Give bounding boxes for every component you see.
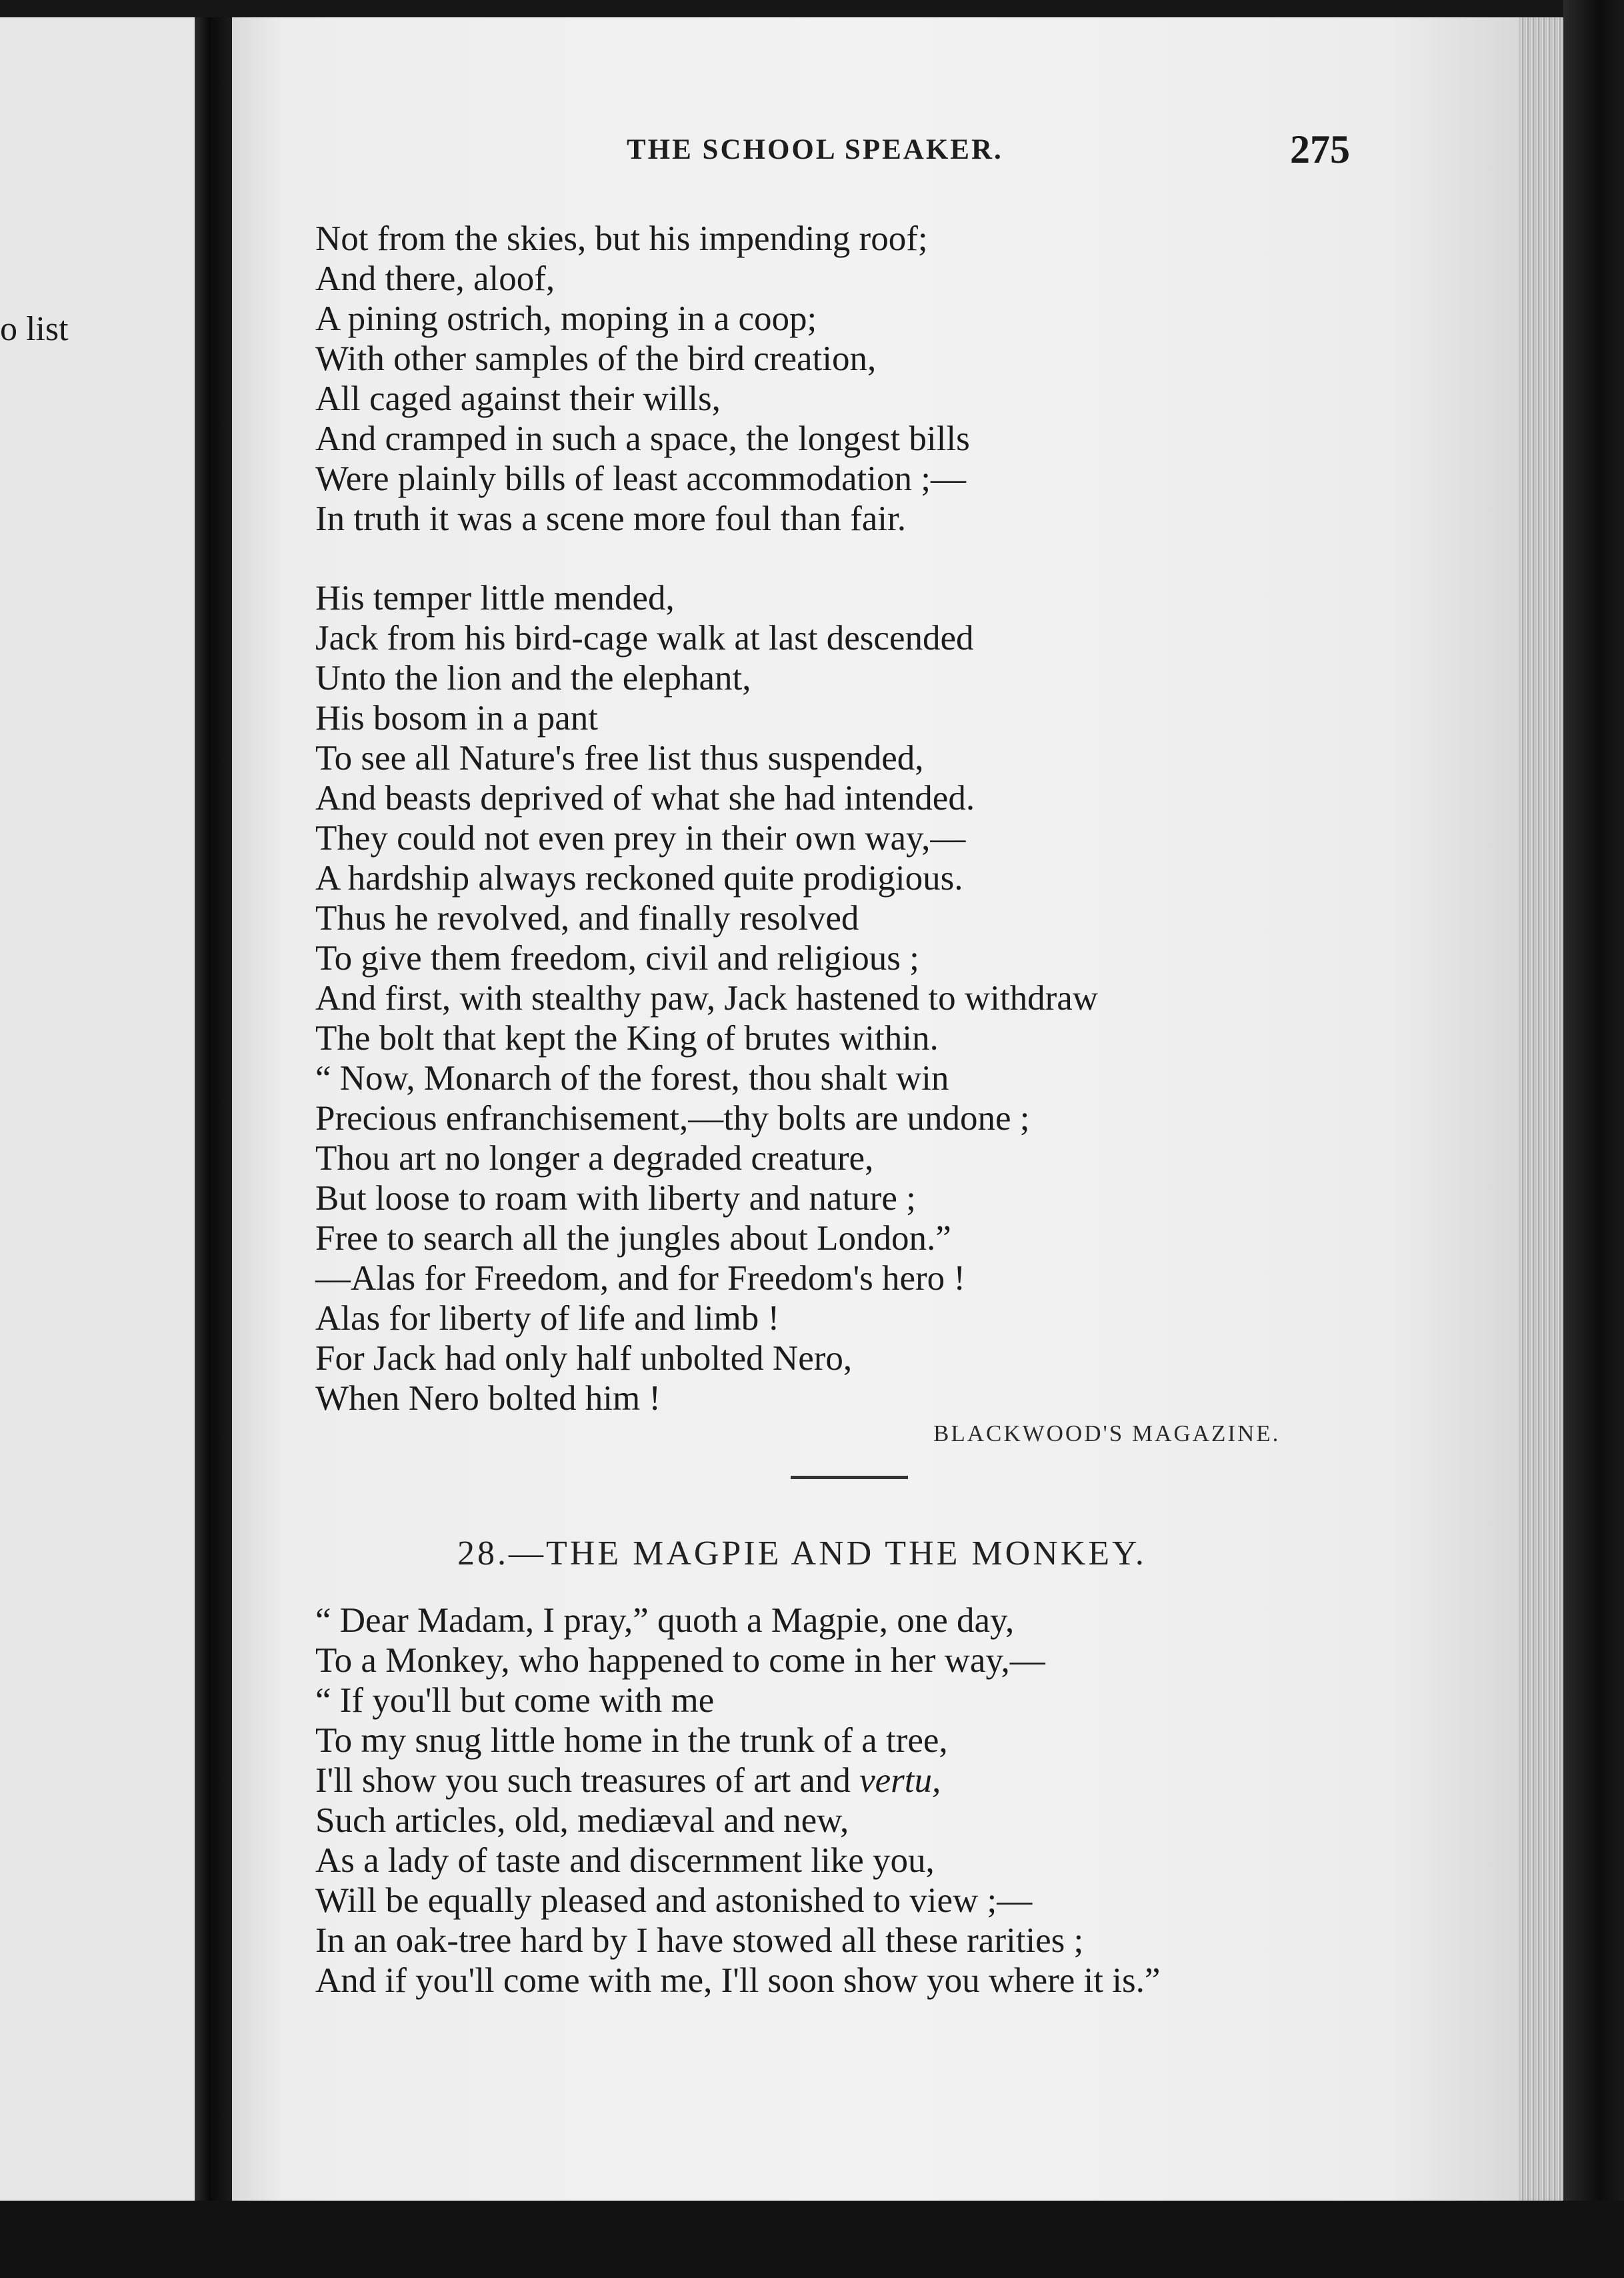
left-page-fragment: o list bbox=[0, 310, 69, 348]
stanza-3 bbox=[315, 1600, 1160, 2001]
verse-line: Were plainly bills of least accommodation ;— bbox=[315, 459, 966, 498]
verse-line: And beasts deprived of what she had intended. bbox=[315, 779, 975, 818]
verse-line: And first, with stealthy paw, Jack hastened to withdraw bbox=[315, 979, 1099, 1018]
verse-line: To a Monkey, who happened to come in her way,— bbox=[315, 1641, 1045, 1680]
verse-line: All caged against their wills, bbox=[315, 379, 721, 418]
verse-line: To my snug little home in the trunk of a tree, bbox=[315, 1721, 948, 1760]
verse-line: “ Dear Madam, I pray,” quoth a Magpie, one day, bbox=[315, 1601, 1015, 1640]
verse-line: The bolt that kept the King of brutes within. bbox=[315, 1019, 939, 1058]
verse-line: Alas for liberty of life and limb ! bbox=[315, 1299, 780, 1338]
verse-line: For Jack had only half unbolted Nero, bbox=[315, 1339, 853, 1378]
verse-line: With other samples of the bird creation, bbox=[315, 339, 877, 378]
scan-border-top bbox=[0, 0, 1624, 17]
italic-word: vertu, bbox=[859, 1761, 941, 1800]
stanza-1 bbox=[315, 219, 970, 539]
verse-line: “ If you'll but come with me bbox=[315, 1681, 715, 1720]
verse-line: Unto the lion and the elephant, bbox=[315, 659, 751, 698]
verse-line: Precious enfranchisement,—thy bolts are undone ; bbox=[315, 1099, 1030, 1138]
page-edges bbox=[1519, 17, 1563, 2201]
verse-line: Thus he revolved, and finally resolved bbox=[315, 899, 859, 938]
scan-border-bottom bbox=[0, 2201, 1624, 2278]
verse-line: But loose to roam with liberty and nature ; bbox=[315, 1179, 916, 1218]
left-page bbox=[0, 17, 195, 2201]
section-title: 28.—THE MAGPIE AND THE MONKEY. bbox=[457, 1534, 1147, 1572]
verse-line: To give them freedom, civil and religious ; bbox=[315, 939, 919, 978]
section-divider bbox=[791, 1476, 908, 1479]
verse-line: A pining ostrich, moping in a coop; bbox=[315, 299, 817, 338]
verse-line: And cramped in such a space, the longest bills bbox=[315, 419, 970, 458]
book-gutter bbox=[195, 17, 232, 2201]
scan-border-right bbox=[1563, 0, 1624, 2278]
verse-line: Not from the skies, but his impending roof; bbox=[315, 219, 928, 258]
running-head: THE SCHOOL SPEAKER. bbox=[627, 134, 1003, 165]
verse-line: Will be equally pleased and astonished to view ;— bbox=[315, 1881, 1033, 1920]
verse-line bbox=[315, 1761, 1160, 1801]
verse-line: His temper little mended, bbox=[315, 579, 675, 618]
verse-line: They could not even prey in their own way,— bbox=[315, 819, 966, 858]
verse-line: His bosom in a pant bbox=[315, 699, 598, 738]
verse-line: When Nero bolted him ! bbox=[315, 1379, 661, 1418]
verse-line: Thou art no longer a degraded creature, bbox=[315, 1139, 874, 1178]
stanza-2 bbox=[315, 578, 1098, 1418]
verse-line: “ Now, Monarch of the forest, thou shalt win bbox=[315, 1059, 949, 1098]
verse-line: As a lady of taste and discernment like you, bbox=[315, 1841, 935, 1880]
source-attribution: BLACKWOOD'S MAGAZINE. bbox=[933, 1420, 1281, 1446]
verse-line: And if you'll come with me, I'll soon show you where it is.” bbox=[315, 1961, 1161, 2000]
verse-line: Such articles, old, mediæval and new, bbox=[315, 1801, 849, 1840]
verse-line: In an oak-tree hard by I have stowed all these rarities ; bbox=[315, 1921, 1084, 1960]
verse-line: —Alas for Freedom, and for Freedom's hero ! bbox=[315, 1259, 966, 1298]
verse-line: A hardship always reckoned quite prodigious. bbox=[315, 859, 963, 898]
verse-line: Free to search all the jungles about London.” bbox=[315, 1219, 951, 1258]
verse-line: And there, aloof, bbox=[315, 259, 555, 298]
verse-line: In truth it was a scene more foul than fair. bbox=[315, 499, 906, 538]
verse-line: To see all Nature's free list thus suspended, bbox=[315, 739, 924, 778]
verse-line: Jack from his bird-cage walk at last descended bbox=[315, 619, 974, 658]
verse-text: I'll show you such treasures of art and bbox=[315, 1761, 851, 1800]
page-number: 275 bbox=[1290, 127, 1350, 171]
